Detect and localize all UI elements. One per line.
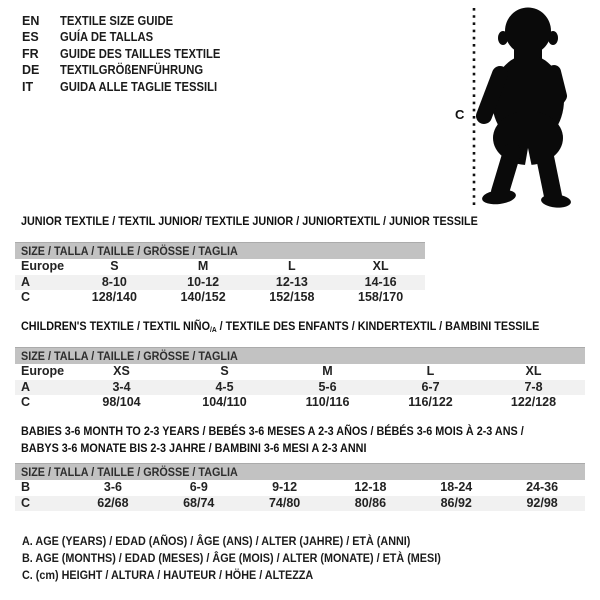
babies-title-line-1 <box>21 423 585 440</box>
table-row-height-cm <box>15 290 425 306</box>
size-cell: 12-18 <box>354 480 387 494</box>
row-label: A <box>21 274 31 289</box>
babies-title-line-2-text: BABYS 3-6 MONATE BIS 2-3 JAHRE / BAMBINI 3-6 MESI A 2-3 ANNI <box>21 441 367 455</box>
silhouette-left-leg <box>500 152 512 192</box>
size-cell: 68/74 <box>183 495 215 510</box>
size-cell: 110/116 <box>305 395 350 409</box>
size-cell: 104/110 <box>202 395 247 409</box>
size-cell: 6-9 <box>189 480 208 494</box>
junior-table-title-text: JUNIOR TEXTILE / TEXTIL JUNIOR/ TEXTILE JUNIOR / JUNIORTEXTIL / JUNIOR TESSILE <box>21 214 478 228</box>
table-row-height-cm <box>15 496 585 512</box>
row-label: C <box>21 395 31 409</box>
size-cell: 116/122 <box>408 395 453 409</box>
size-cell: 86/92 <box>440 495 472 510</box>
size-cell: 152/158 <box>269 290 315 304</box>
size-cell: 6-7 <box>421 379 440 394</box>
table-row-age-years <box>15 275 425 291</box>
size-cell: 7-8 <box>524 379 543 394</box>
legend-line-b-text: B. AGE (MONTHS) / EDAD (MESES) / ÂGE (MOIS) / ALTER (MONATE) / ETÀ (MESI) <box>22 551 441 566</box>
toddler-silhouette <box>481 8 571 217</box>
size-cell: 92/98 <box>526 495 558 510</box>
language-label: GUIDE DES TAILLES TEXTILE <box>60 46 221 61</box>
table-row-europe <box>15 364 585 380</box>
language-header <box>22 13 238 95</box>
size-cell: 8-10 <box>101 274 127 289</box>
childrens-table-title-text <box>21 319 539 337</box>
language-code: FR <box>22 46 39 61</box>
size-cell: XS <box>113 364 130 378</box>
size-cell: 4-5 <box>215 379 234 394</box>
size-cell: 80/86 <box>354 495 387 510</box>
size-cell: 140/152 <box>180 290 226 304</box>
babies-textile-table <box>15 423 585 511</box>
language-code: EN <box>22 14 40 28</box>
baby-figure <box>440 0 600 220</box>
legend-line-a <box>22 533 487 550</box>
table-row-age-months <box>15 480 585 496</box>
language-row <box>22 46 238 62</box>
size-cell: 24-36 <box>526 480 559 494</box>
row-label: Europe <box>21 364 65 378</box>
legend-line-c-text: C. (cm) HEIGHT / ALTURA / HAUTEUR / HÖHE / ALTEZZA <box>22 568 314 583</box>
table-row-europe <box>15 259 425 275</box>
size-header-text: SIZE / TALLA / TAILLE / GRÖSSE / TAGLIA <box>21 465 238 479</box>
size-header-text: SIZE / TALLA / TAILLE / GRÖSSE / TAGLIA <box>21 244 238 258</box>
childrens-textile-table <box>15 319 585 411</box>
table-row-age-years <box>15 380 585 396</box>
language-code: DE <box>22 63 40 78</box>
size-cell: 62/68 <box>97 495 129 510</box>
size-cell: 9-12 <box>272 480 298 494</box>
size-header-text: SIZE / TALLA / TAILLE / GRÖSSE / TAGLIA <box>21 349 238 363</box>
size-cell: XL <box>525 364 542 378</box>
junior-table-title <box>15 214 478 228</box>
size-cell: 3-6 <box>103 480 122 494</box>
babies-title-line-1-text: BABIES 3-6 MONTH TO 2-3 YEARS / BEBÉS 3-6 MESES A 2-3 AÑOS / BÉBÉS 3-6 MOIS À 2-3 ANS / <box>21 424 524 438</box>
size-cell: 74/80 <box>268 495 301 510</box>
size-cell: 3-4 <box>112 379 131 394</box>
language-label: GUIDA ALLE TAGLIE TESSILI <box>60 79 218 94</box>
size-cell: 18-24 <box>440 480 473 494</box>
size-header-bar <box>15 463 585 480</box>
babies-table-title <box>15 423 585 457</box>
title-subscript: /A <box>209 325 217 334</box>
language-label: GUÍA DE TALLAS <box>60 30 154 45</box>
legend-line-a-text: A. AGE (YEARS) / EDAD (AÑOS) / ÂGE (ANS) / ALTER (JAHRE) / ETÀ (ANNI) <box>22 534 411 548</box>
size-cell: 128/140 <box>91 290 137 304</box>
size-cell: 98/104 <box>102 395 141 409</box>
size-cell: 12-13 <box>275 274 308 289</box>
size-cell: XL <box>372 259 389 273</box>
language-row <box>22 79 238 95</box>
babies-title-line-2 <box>21 440 585 457</box>
size-cell: 10-12 <box>187 274 220 289</box>
figure-measure-label: C <box>455 107 465 122</box>
size-cell: M <box>322 364 333 378</box>
size-cell: M <box>197 259 209 273</box>
measure-legend <box>22 533 487 585</box>
size-cell: L <box>426 364 435 378</box>
size-header-bar <box>15 242 425 259</box>
row-label: Europe <box>21 259 65 273</box>
language-label: TEXTILE SIZE GUIDE <box>60 14 174 28</box>
language-row <box>22 62 238 78</box>
table-row-height-cm <box>15 395 585 411</box>
size-cell: 158/170 <box>358 290 404 304</box>
language-code: IT <box>22 79 34 94</box>
size-cell: 5-6 <box>318 379 337 394</box>
size-cell: L <box>288 259 296 273</box>
size-cell: S <box>110 259 119 273</box>
junior-textile-table <box>15 214 478 306</box>
childrens-table-title <box>15 319 585 333</box>
language-row <box>22 13 238 29</box>
silhouette-left-foot <box>481 188 516 206</box>
language-row <box>22 29 238 45</box>
legend-line-c <box>22 567 487 584</box>
legend-line-b <box>22 550 487 567</box>
size-cell: 122/128 <box>510 395 557 409</box>
language-label: TEXTILGRÖßENFÜHRUNG <box>60 63 204 78</box>
title-part: / TEXTILE DES ENFANTS / KINDERTEXTIL / BAMBINI TESSILE <box>216 319 540 333</box>
row-label: B <box>21 480 31 494</box>
row-label: A <box>21 379 31 394</box>
size-cell: S <box>220 364 229 378</box>
silhouette-right-leg <box>544 152 553 196</box>
title-part: CHILDREN'S TEXTILE / TEXTIL NIÑO <box>21 319 210 333</box>
language-code: ES <box>22 30 39 45</box>
size-header-bar <box>15 347 585 364</box>
row-label: C <box>21 495 31 510</box>
row-label: C <box>21 290 31 304</box>
size-cell: 14-16 <box>364 274 397 289</box>
